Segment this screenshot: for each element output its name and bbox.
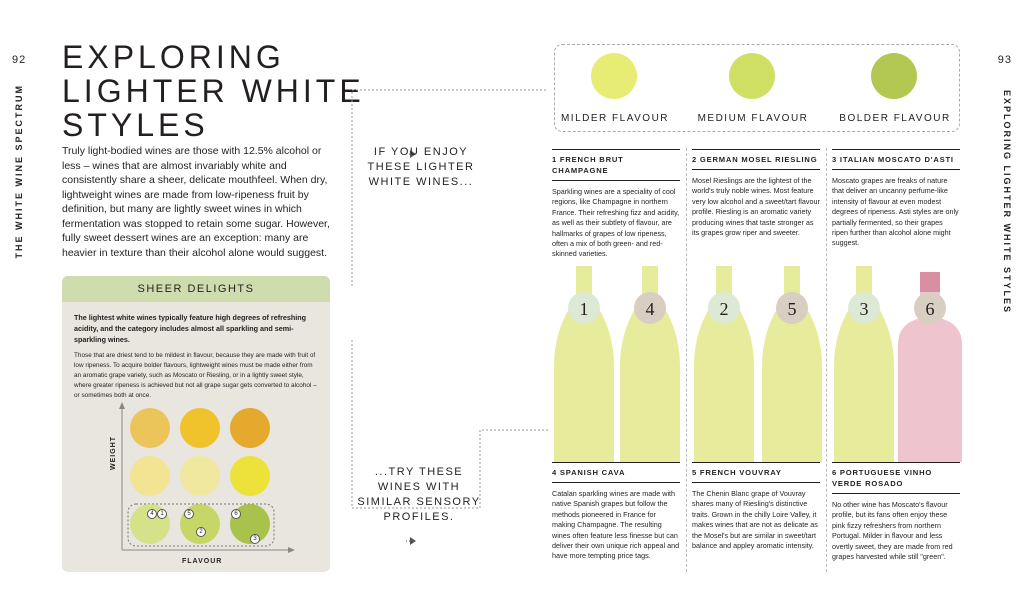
wine-heading: VERDE ROSADO xyxy=(832,479,904,488)
wine-bottle xyxy=(834,266,894,462)
marker-1: 1 xyxy=(157,509,167,519)
wine-bottle xyxy=(694,266,754,462)
intro-paragraph: Truly light-bodied wines are those with 12.5% alcohol or less – wines that are almost invariably white and consistently share a sheer, delicate mouthfeel. When dry, lightweight wines are made from low-ripeness fruit by definition, but many are lightly sweet wines in which fermentation was stopped to retain some sugar. However, fully sweet dessert wines are an exception: many are heavier in texture than their alcohol alone would suggest. xyxy=(62,145,330,259)
y-axis-label: WEIGHT xyxy=(110,436,117,470)
grid-dot xyxy=(180,456,220,496)
wine-bottom-entry xyxy=(692,462,820,551)
heading-rule xyxy=(692,482,820,483)
heading-rule xyxy=(552,149,680,150)
milder-flavour-swatch xyxy=(591,53,637,99)
page-title xyxy=(62,40,365,142)
arrow-bottom-line: PROFILES. xyxy=(383,511,455,523)
box-bold-text: The lightest white wines typically feature high degrees of refreshing acidity, and the category includes almost all sparkling and semi-sparkling wines. xyxy=(74,313,307,344)
grid-dot xyxy=(230,456,270,496)
wine-description: Catalan sparkling wines are made with native Spanish grapes but follow the methods pioneered in France for making Champagne. The resulting wines often feature less finesse but can deliver their own unique rich appeal and have more tempting price tags. xyxy=(552,489,680,561)
arrow-text-top xyxy=(356,145,486,190)
flavour-legend xyxy=(554,44,960,132)
running-head-left: THE WHITE WINE SPECTRUM xyxy=(14,84,24,259)
wine-bottle xyxy=(762,266,822,462)
medium-flavour-label: MEDIUM FLAVOUR xyxy=(697,113,809,124)
wine-description: Sparkling wines are a speciality of cool regions, like Champagne in northern France. Their refreshing fizz and acidity, as well as their subtlety of flavour, are hallmarks of grapes of low ripeness, often a mix of both green- and red-skinned varieties. xyxy=(552,187,680,259)
wine-bottle xyxy=(620,266,680,462)
column-divider xyxy=(686,148,687,572)
wine-heading: 6 PORTUGUESE VINHO xyxy=(832,468,933,477)
box-body-text: Those that are driest tend to be mildest in flavour, because they are made with fruit of low ripeness. To acquire bolder flavours, lightweight wines must be made either from an aromatic grape variety, such as Moscato or Riesling, or in a lightly sweet style, where greater ripeness is achieved but not all grape sugar gets converted to alcohol – or sometimes both at once. xyxy=(74,352,317,399)
grid-dot xyxy=(230,408,270,448)
heading-rule xyxy=(832,169,960,170)
marker-2: 2 xyxy=(196,527,206,537)
title-line: LIGHTER WHITE xyxy=(62,73,365,109)
bottle-number: 3 xyxy=(859,299,869,319)
bottles-illustration xyxy=(548,258,968,464)
wine-top-entry xyxy=(692,149,820,238)
wine-bottom-entry xyxy=(832,462,960,562)
heading-rule xyxy=(552,180,680,181)
arrow-top-line: WHITE WINES... xyxy=(368,176,474,188)
wine-bottle xyxy=(898,272,962,462)
wine-heading: 2 GERMAN MOSEL RIESLING xyxy=(692,155,818,164)
wine-heading: 1 FRENCH BRUT xyxy=(552,155,624,164)
x-axis-label: FLAVOUR xyxy=(182,558,223,565)
arrow-text-bottom xyxy=(352,465,486,525)
wine-top-entry xyxy=(552,149,680,260)
wine-heading: 3 ITALIAN MOSCATO D'ASTI xyxy=(832,155,954,164)
title-line: EXPLORING xyxy=(62,39,285,75)
grid-dot xyxy=(130,456,170,496)
bottle-capsule xyxy=(920,272,940,292)
y-axis-arrow xyxy=(119,402,125,409)
wine-description: Moscato grapes are freaks of nature that deliver an uncanny perfume-like intensity of flavour at even modest degrees of ripeness. Asti styles are only partially fermented, so their grapes ripen further than alcohol alone might suggest. xyxy=(832,176,959,248)
page-number-right: 93 xyxy=(997,54,1012,66)
marker-5: 5 xyxy=(184,509,194,519)
bolder-flavour-swatch xyxy=(871,53,917,99)
marker-3: 3 xyxy=(250,534,260,544)
wine-bottom-entry xyxy=(552,462,680,562)
heading-rule xyxy=(692,149,820,150)
wine-bottle xyxy=(554,266,614,462)
title-line: STYLES xyxy=(62,107,209,143)
x-axis-arrow xyxy=(288,547,295,553)
page-number-left: 92 xyxy=(12,54,27,66)
wine-top-entry xyxy=(832,149,960,249)
wine-heading: CHAMPAGNE xyxy=(552,166,609,175)
bottle-number: 1 xyxy=(579,299,589,319)
arrow-bottom-line: WINES WITH xyxy=(377,481,461,493)
heading-rule xyxy=(692,169,820,170)
bottle-number: 6 xyxy=(925,299,935,319)
wine-description: No other wine has Moscato's flavour profile, but its fans often enjoy these pink fizzy refreshers from northern Portugal. Milder in flavour and less overtly sweet, they are made from red grapes harvested while still "green". xyxy=(832,500,953,562)
marker-6: 6 xyxy=(231,509,241,519)
wine-heading: 5 FRENCH VOUVRAY xyxy=(692,468,782,477)
arrow-top-line: THESE LIGHTER xyxy=(367,161,475,173)
bottle-number: 4 xyxy=(645,299,655,319)
heading-rule xyxy=(832,493,960,494)
wine-description: Mosel Rieslings are the lightest of the world's truly noble wines. Most feature very low alcohol and a sweet/tart flavour profile. Riesling is an aromatic variety producing wines that taste stronger as its grapes grow riper and sweeter. xyxy=(692,176,820,238)
box-heading: SHEER DELIGHTS xyxy=(62,276,330,302)
medium-flavour-swatch xyxy=(729,53,775,99)
running-head-right: EXPLORING LIGHTER WHITE STYLES xyxy=(1002,90,1012,315)
bottle-number: 5 xyxy=(787,299,797,319)
heading-rule xyxy=(832,149,960,150)
wine-heading: 4 SPANISH CAVA xyxy=(552,468,626,477)
column-divider xyxy=(826,148,827,572)
grid-dot xyxy=(180,408,220,448)
milder-flavour-label: MILDER FLAVOUR xyxy=(560,113,670,124)
wine-description: The Chenin Blanc grape of Vouvray shares many of Riesling's distinctive traits. Grown in the chilly Loire Valley, it makes wines that are not as delicate as the Mosel's but are similar in sweet/tart balance and appley aromatic intensity. xyxy=(692,489,818,551)
bolder-flavour-label: BOLDER FLAVOUR xyxy=(839,113,951,124)
bottle-number: 2 xyxy=(719,299,729,319)
grid-dot xyxy=(130,408,170,448)
arrow-top-line: IF YOU ENJOY xyxy=(373,146,469,158)
marker-4: 4 xyxy=(147,509,157,519)
arrow-head-bottom xyxy=(410,537,416,545)
arrow-bottom-line: SIMILAR SENSORY xyxy=(357,496,481,508)
arrow-bottom-line: ...TRY THESE xyxy=(374,466,464,478)
heading-rule xyxy=(552,482,680,483)
